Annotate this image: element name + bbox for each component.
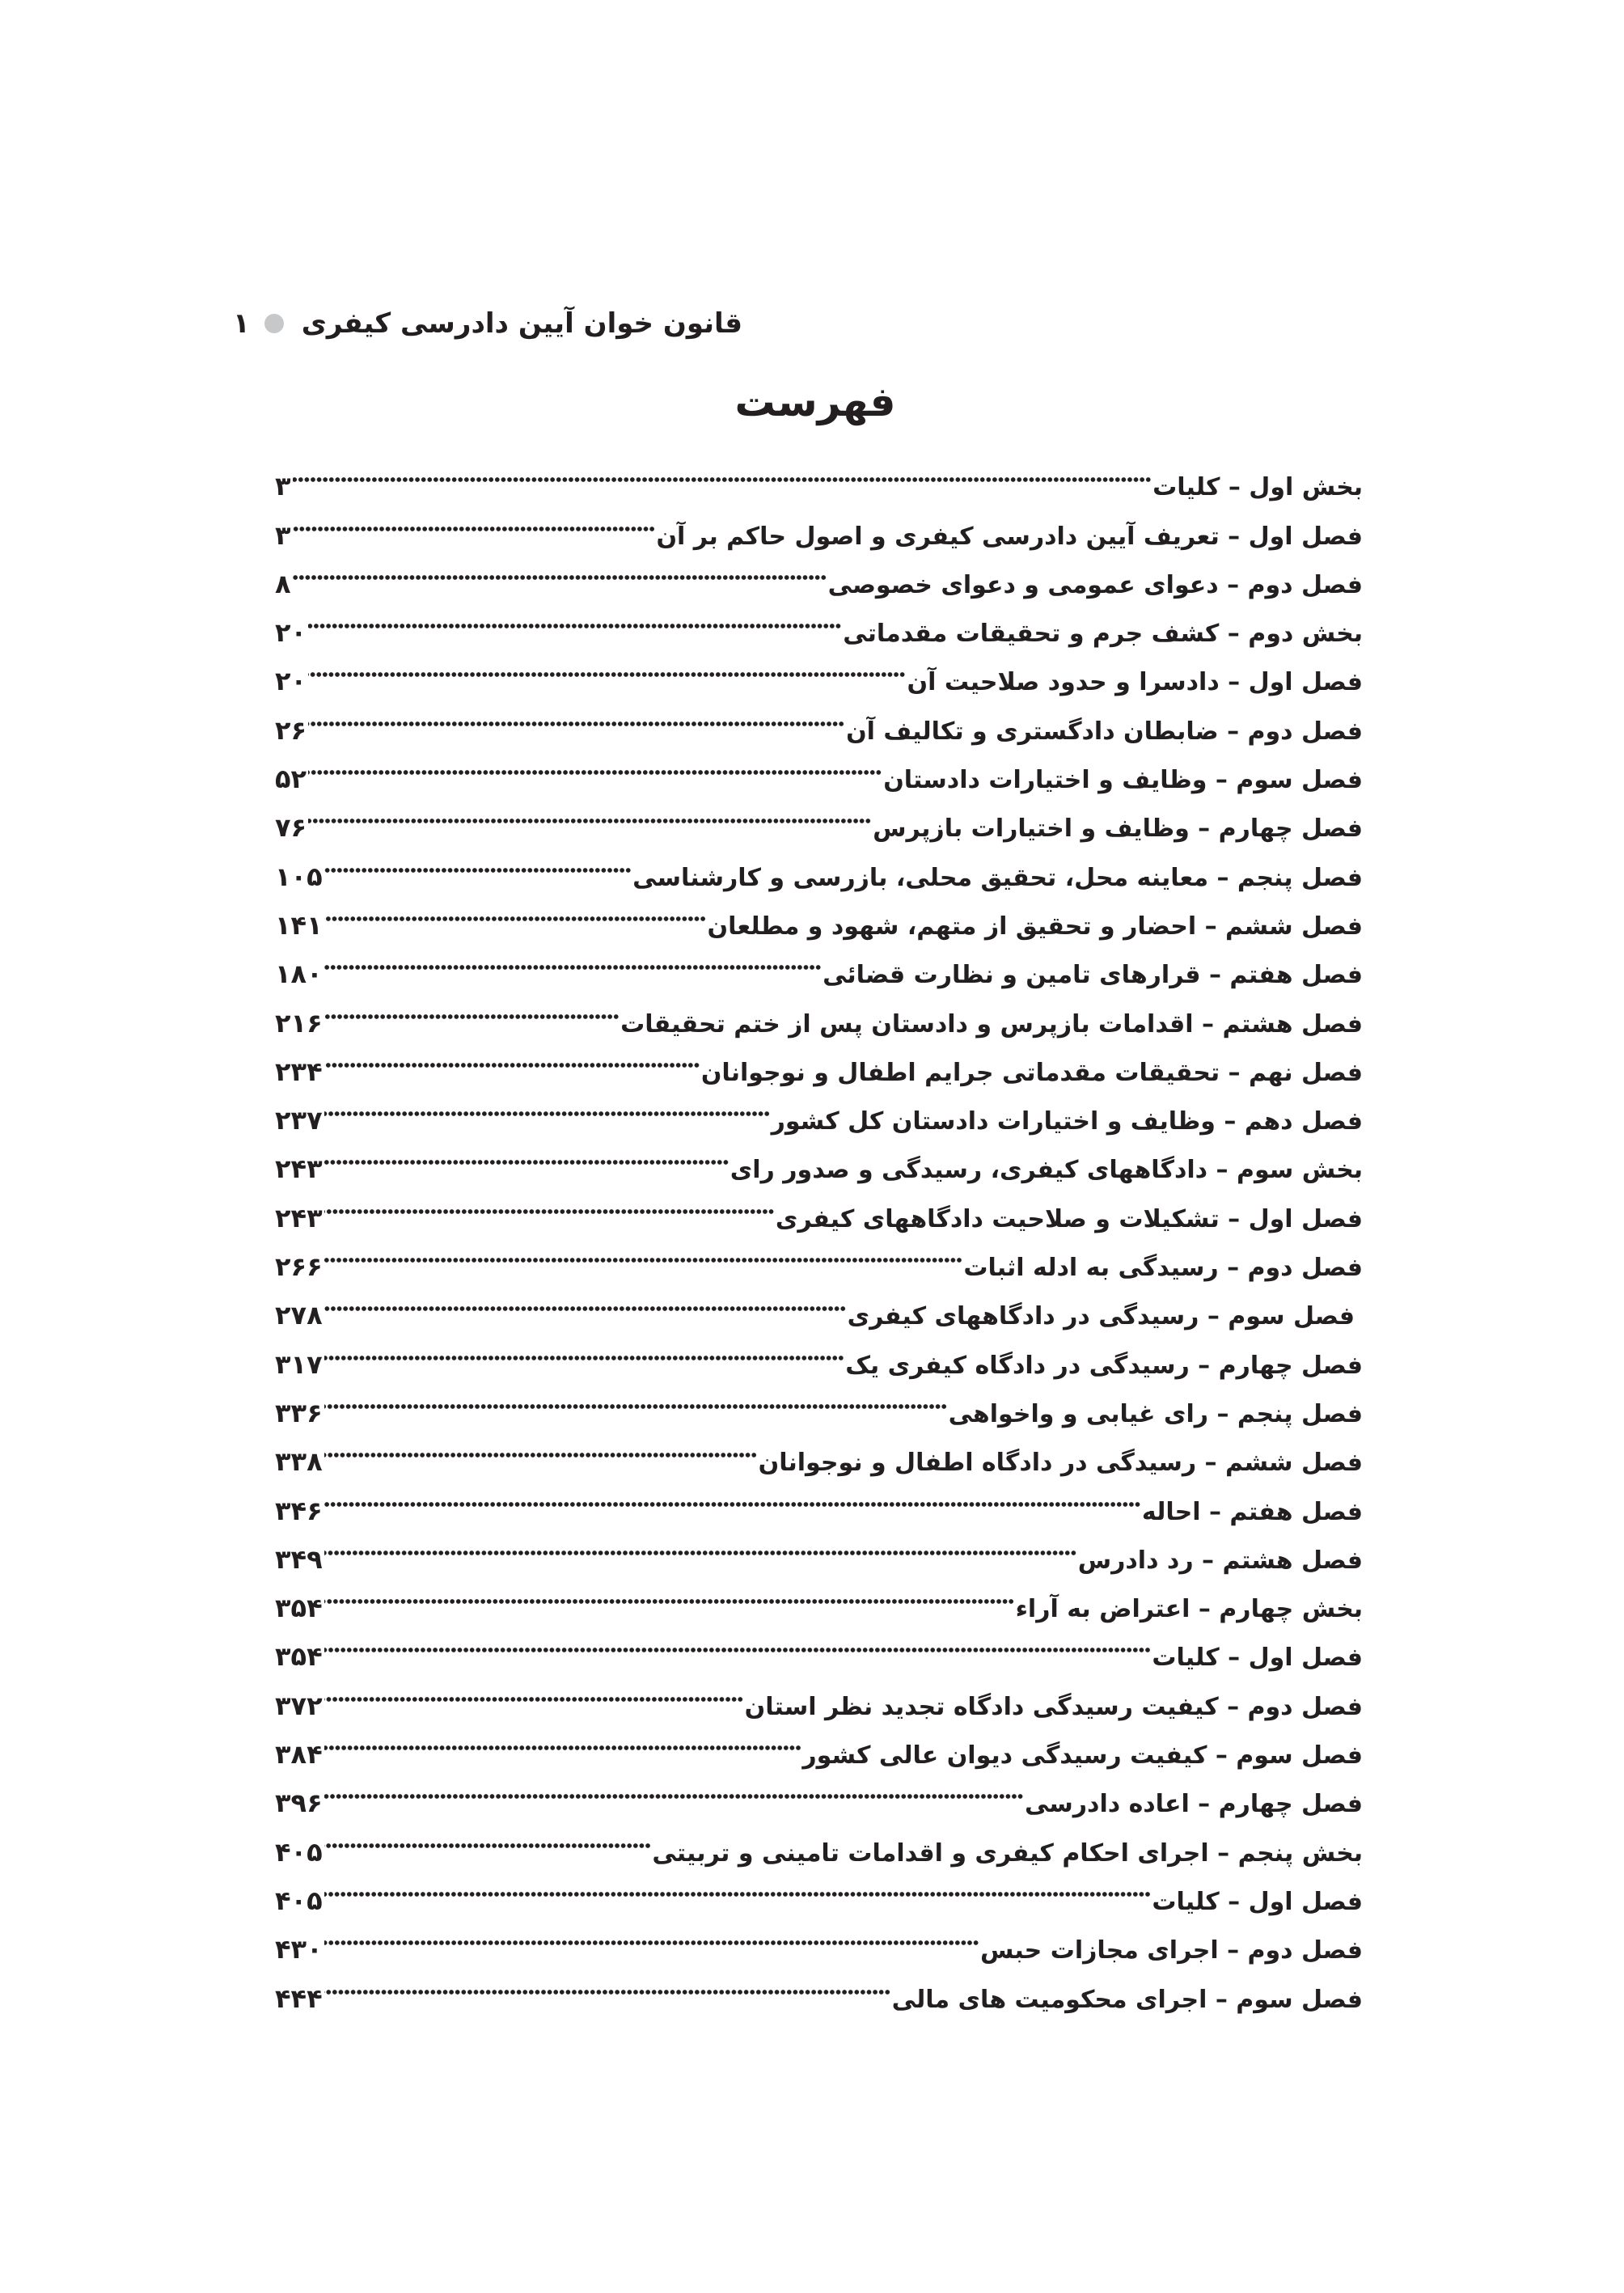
toc-entry-page-number: ۳۳۶ [275,1397,323,1428]
toc-entry-page-number: ۲۱۶ [275,1007,323,1039]
dot-leader [324,1324,844,1373]
toc-entry[interactable] [275,446,1363,502]
toc-entry-label: بخش پنجم – اجرای احکام کیفری و اقدامات تامینی و تربیتی [652,1838,1363,1868]
toc-entry-page-number: ۲۶ [275,714,307,746]
toc-entry-page-number: ۳۸۴ [275,1739,323,1771]
toc-entry-page-number: ۴۳۰ [275,1934,323,1965]
dot-leader [324,1958,890,2007]
toc-entry-label: فصل اول – کلیات [1152,1887,1363,1916]
toc-entry-page-number: ۳۴۶ [275,1495,323,1526]
toc-entry-label: فصل سوم – اجرای محکومیت های مالی [891,1985,1363,2014]
toc-entry-page-number: ۲۳۷ [275,1105,323,1136]
dot-leader [308,593,841,641]
dot-leader [324,1617,1151,1665]
toc-title-container [0,379,1624,425]
dot-leader [324,1568,1014,1617]
toc-entry-label: فصل ششم – رسیدگی در دادگاه اطفال و نوجوانان [758,1449,1363,1478]
toc-entry-label: فصل اول – تعریف آیین دادرسی کیفری و اصول حاکم بر آن [656,522,1363,551]
toc-title: فهرست [734,379,896,425]
dot-leader [324,1665,743,1714]
toc-entry-label: فصل اول – دادسرا و حدود صلاحیت آن [907,668,1363,697]
table-of-contents [275,446,1363,2014]
dot-leader [324,1373,947,1422]
toc-entry-label: فصل چهارم – اعاده دادرسی [1024,1790,1363,1819]
toc-entry-page-number: ۲۶۶ [275,1251,323,1283]
toc-entry-page-number: ۳۷۲ [275,1690,323,1721]
toc-entry-label: بخش دوم – کشف جرم و تحقیقات مقدماتی [843,620,1363,649]
dot-leader [308,739,882,788]
toc-entry-page-number: ۱۴۱ [275,909,323,941]
toc-entry-label: فصل هفتم – قرارهای تامین و نظارت قضائی [823,961,1363,990]
toc-entry-label: فصل نهم – تحقیقات مقدماتی جرایم اطفال و نوجوانان [700,1058,1363,1087]
running-header [233,301,742,346]
toc-entry-page-number: ۲۴۳ [275,1202,323,1233]
book-title: قانون خوان آیین دادرسی کیفری [301,307,743,340]
dot-leader [324,836,632,885]
toc-entry-label: فصل دوم – کیفیت رسیدگی دادگاه تجدید نظر استان [744,1692,1363,1721]
dot-leader [324,983,620,1031]
toc-entry-label: بخش اول – کلیات [1152,473,1363,502]
dot-leader [308,690,844,738]
dot-leader [324,1812,651,1860]
toc-entry-label: فصل دوم – رسیدگی به ادله اثبات [963,1254,1363,1283]
dot-leader [324,1129,729,1178]
toc-entry-label: فصل دهم – وظایف و اختیارات دادستان کل کشور [771,1107,1363,1136]
toc-entry-page-number: ۲۳۴ [275,1056,323,1087]
dot-leader [324,1178,774,1226]
toc-entry-label: فصل سوم – کیفیت رسیدگی دیوان عالی کشور [802,1741,1363,1771]
toc-entry-label: فصل سوم – وظایف و اختیارات دادستان [883,766,1363,795]
toc-entry-label: فصل ششم – احضار و تحقیق از متهم، شهود و مطلعان [707,912,1363,941]
toc-entry-page-number: ۵۲ [275,764,307,795]
dot-leader [293,446,1152,495]
toc-entry-label: فصل چهارم – وظایف و اختیارات بازپرس [873,814,1363,844]
dot-leader [324,1032,700,1081]
toc-entry-label: فصل پنجم – رای غیابی و واخواهی [948,1399,1363,1428]
toc-entry-page-number: ۳۵۴ [275,1593,323,1624]
toc-entry-page-number: ۳۱۷ [275,1348,323,1380]
toc-entry-page-number: ۳۹۶ [275,1787,323,1819]
toc-entry-label: فصل دوم – دعوای عمومی و دعوای خصوصی [827,570,1363,599]
dot-leader [293,544,827,593]
toc-entry-page-number: ۱۸۰ [275,958,323,990]
bullet-dot-icon [264,314,284,333]
toc-entry-page-number: ۴۰۵ [275,1836,323,1868]
dot-leader [324,934,821,983]
toc-entry-label: فصل دوم – ضابطان دادگستری و تکالیف آن [846,717,1363,746]
toc-entry-label: بخش سوم – دادگاههای کیفری، رسیدگی و صدور رای [730,1156,1363,1185]
toc-entry-label: فصل چهارم – رسیدگی در دادگاه کیفری یک [845,1351,1363,1380]
dot-leader [324,1276,846,1324]
toc-entry-page-number: ۸ [275,568,291,599]
toc-entry-page-number: ۲۰ [275,666,307,697]
toc-entry-page-number: ۳ [275,471,291,502]
toc-entry-page-number: ۲۴۳ [275,1153,323,1185]
dot-leader [324,1081,770,1129]
toc-entry-page-number: ۳۳۸ [275,1446,323,1478]
dot-leader [324,886,706,934]
dot-leader [324,1227,962,1276]
dot-leader [324,1861,1151,1910]
toc-entry-page-number: ۴۴۴ [275,1982,323,2014]
toc-entry-label: فصل اول – کلیات [1152,1644,1363,1673]
dot-leader [308,788,871,836]
dot-leader [324,1470,1140,1519]
dot-leader [324,1422,757,1470]
toc-entry-page-number: ۷۶ [275,812,307,844]
toc-entry-page-number: ۴۰۵ [275,1885,323,1916]
toc-entry-label: فصل اول – تشکیلات و صلاحیت دادگاههای کیفری [775,1204,1363,1233]
dot-leader [324,1763,1023,1812]
toc-entry-page-number: ۱۰۵ [275,861,323,892]
toc-entry-label: بخش چهارم – اعتراض به آراء [1015,1595,1363,1624]
toc-entry-label: فصل سوم – رسیدگی در دادگاههای کیفری [847,1302,1355,1331]
toc-entry-page-number: ۲۰ [275,617,307,649]
dot-leader [293,495,655,544]
toc-entry-label: فصل هشتم – اقدامات بازپرس و دادستان پس از ختم تحقیقات [620,1009,1363,1039]
page-number: ۱ [233,307,250,340]
toc-entry-page-number: ۳۵۴ [275,1641,323,1673]
toc-entry-label: فصل پنجم – معاینه محل، تحقیق محلی، بازرسی و کارشناسی [632,863,1363,892]
toc-entry-label: فصل هشتم – رد دادرس [1077,1546,1363,1575]
toc-entry-label: فصل هفتم – احاله [1141,1497,1363,1526]
toc-entry-page-number: ۳ [275,519,291,551]
dot-leader [308,641,905,690]
dot-leader [324,1910,979,1958]
dot-leader [324,1715,801,1763]
dot-leader [324,1520,1076,1568]
toc-entry-label: فصل دوم – اجرای مجازات حبس [979,1936,1363,1965]
toc-entry-page-number: ۲۷۸ [275,1300,323,1331]
toc-entry-page-number: ۳۴۹ [275,1543,323,1575]
